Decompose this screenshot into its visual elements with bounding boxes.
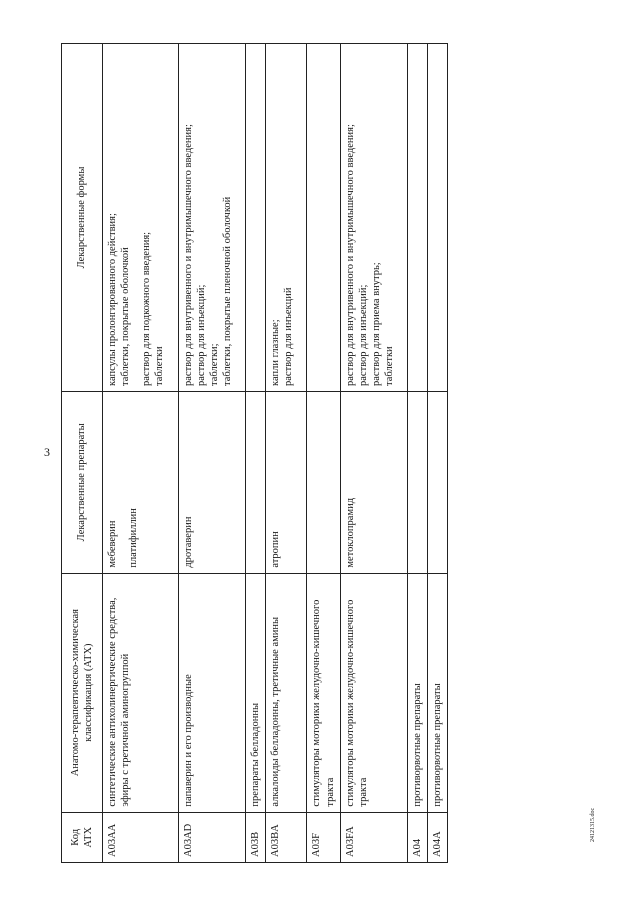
drug-name: платифиллин [128,508,140,568]
table-row [266,44,307,863]
drug-name: дротаверин [182,516,194,568]
dosage-form: раствор для внутривенного и внутримышечного введения; раствор для инъекций; таблетки; таблетки, покрытые пленочной оболочкой [182,124,233,386]
table-row [246,44,266,863]
dosage-form: капсулы пролонгированного действия; таблетки, покрытые оболочкой [107,213,132,386]
drugs-cell [103,392,179,574]
header-forms: Лекарственные формы [62,44,103,392]
rotated-table-container [61,43,610,863]
table-row [408,44,428,863]
forms-cell [408,44,428,392]
table-row [307,44,340,863]
table-body [103,44,448,863]
table-row [428,44,448,863]
forms-cell [266,44,307,392]
drugs-cell [428,392,448,574]
forms-cell [428,44,448,392]
table-row [178,44,246,863]
dosage-form: капли глазные; раствор для инъекций [270,287,295,386]
dosage-form: раствор для подкожного введения; таблетки [141,231,166,386]
atx-code-cell: A03B [246,812,266,862]
atx-class-cell: препараты белладонны [246,573,266,812]
atx-code-cell: A03F [307,812,340,862]
forms-cell [307,44,340,392]
atx-code-cell: A04A [428,812,448,862]
footer-doc-code: 24121315.doc [590,807,596,842]
atx-table [61,43,448,863]
drugs-cell [266,392,307,574]
drug-name: метоклопрамид [344,497,356,568]
atx-class-cell: стимуляторы моторики желудочно-кишечного тракта [340,573,408,812]
forms-cell [103,44,179,392]
atx-code-cell: A04 [408,812,428,862]
atx-class-cell: алкалоиды белладонны, третичные амины [266,573,307,812]
table-row [340,44,408,863]
header-classification: Анатомо-терапевтическо-химическая классификация (АТХ) [62,573,103,812]
dosage-form: раствор для внутривенного и внутримышечного введения; раствор для инъекций; раствор для приема внутрь; таблетки [344,124,395,386]
table-row [103,44,179,863]
drugs-cell [340,392,408,574]
atx-code-cell: A03AD [178,812,246,862]
atx-code-cell: A03FA [340,812,408,862]
atx-code-cell: A03BA [266,812,307,862]
page-number: 3 [44,445,50,459]
atx-code-cell: A03AA [103,812,179,862]
forms-cell [246,44,266,392]
drugs-cell [178,392,246,574]
drug-name: атропин [270,531,282,568]
atx-class-cell: синтетические антихолинергические средства, эфиры с третичной аминогруппой [103,573,179,812]
header-drugs: Лекарственные препараты [62,392,103,574]
forms-cell [178,44,246,392]
atx-class-cell: стимуляторы моторики желудочно-кишечного тракта [307,573,340,812]
forms-cell [340,44,408,392]
header-row [62,44,103,863]
atx-class-cell: противорвотные препараты [428,573,448,812]
atx-class-cell: папаверин и его производные [178,573,246,812]
atx-class-cell: противорвотные препараты [408,573,428,812]
drug-name: мебеверин [107,520,118,568]
drugs-cell [307,392,340,574]
header-code: Код АТХ [62,812,103,862]
drugs-cell [408,392,428,574]
drugs-cell [246,392,266,574]
